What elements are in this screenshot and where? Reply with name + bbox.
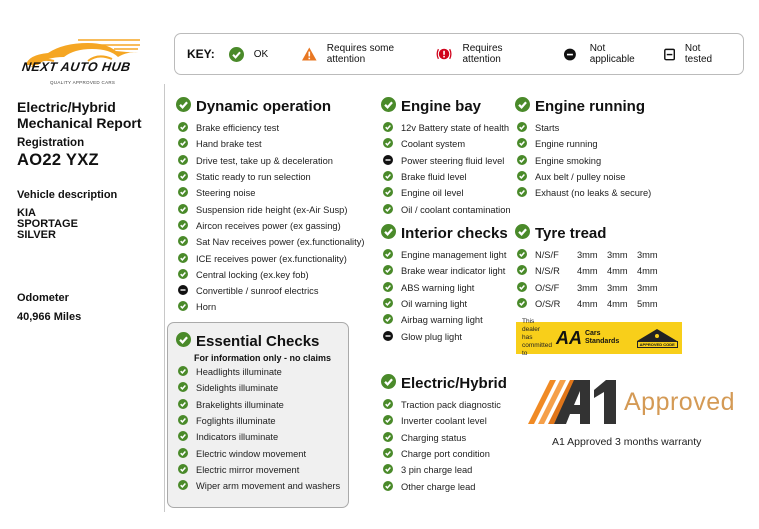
check-item [381, 169, 516, 185]
check-item-label: Traction pack diagnostic [401, 400, 501, 411]
section-title-text: Essential Checks [196, 332, 320, 350]
check-item-label: Brake efficiency test [196, 123, 280, 134]
a1-letter-1 [594, 380, 616, 424]
check-circle-icon [383, 448, 393, 460]
section-title-text: Engine bay [401, 97, 482, 115]
aa-cars-standards-badge [516, 318, 682, 357]
check-item [515, 153, 675, 169]
minus-circle-icon [564, 47, 576, 62]
check-circle-icon [178, 464, 188, 476]
check-circle-icon [178, 269, 188, 281]
check-item [515, 136, 675, 152]
section-interior-checks [381, 223, 516, 345]
report-title-line2: Mechanical Report [17, 115, 142, 131]
check-item-label: Oil warning light [401, 299, 468, 310]
check-item-label: Aircon receives power (ex gassing) [196, 220, 341, 231]
warning-triangle-icon [302, 46, 317, 62]
check-circle-icon [383, 314, 393, 326]
check-item-label: Brakelights illuminate [196, 399, 284, 410]
section-title-text: Interior checks [401, 224, 508, 242]
check-list [381, 247, 516, 345]
check-item-label: Airbag warning light [401, 315, 483, 326]
check-item [381, 247, 516, 263]
key-label-ok: OK [253, 48, 269, 60]
check-item [176, 267, 366, 283]
key-label-not-tested: Not tested [684, 43, 713, 65]
approved-code-text: APPROVED CODE [637, 341, 678, 348]
check-item-label: Electric mirror movement [196, 464, 300, 475]
check-item [381, 328, 516, 344]
registration-label: Registration [17, 137, 85, 149]
check-circle-icon [383, 187, 393, 199]
check-item-label: Foglights illuminate [196, 416, 276, 427]
check-item [176, 169, 366, 185]
tyre-depth: 3mm [607, 250, 628, 261]
check-circle-icon [517, 282, 527, 294]
tyre-row [515, 296, 685, 312]
check-item-label: Static ready to run selection [196, 172, 311, 183]
check-item-label: Electric window movement [196, 448, 307, 459]
check-item-label: Glow plug light [401, 331, 462, 342]
tyre-rows [515, 247, 685, 312]
check-item-label: Brake wear indicator light [401, 266, 506, 277]
check-item [381, 462, 516, 478]
check-circle-icon [229, 47, 244, 62]
vehicle-description [17, 208, 78, 241]
logo-brand: NEXT AUTO HUB [21, 60, 132, 74]
check-circle-icon [517, 122, 527, 134]
check-circle-icon [383, 399, 393, 411]
aa-cars-standards-text [585, 330, 619, 346]
check-circle-icon [178, 366, 188, 378]
check-circle-icon [517, 171, 527, 183]
logo-tagline: QUALITY APPROVED CARS [50, 80, 116, 85]
check-circle-icon [178, 236, 188, 248]
check-circle-icon [517, 138, 527, 150]
check-circle-icon [178, 204, 188, 216]
check-item-label: Sidelights illuminate [196, 383, 279, 394]
check-item [381, 153, 516, 169]
section-tyre-tread [515, 223, 685, 312]
check-item-label: Hand brake test [196, 139, 262, 150]
tyre-depth: 4mm [577, 299, 598, 310]
check-item [381, 413, 516, 429]
tyre-depth: 4mm [637, 266, 658, 277]
a1-warranty-text: A1 Approved 3 months warranty [552, 436, 702, 448]
check-item [381, 201, 516, 217]
check-circle-icon [517, 265, 527, 277]
check-list [176, 120, 366, 316]
check-circle-icon [178, 448, 188, 460]
check-circle-icon [383, 171, 393, 183]
section-title [515, 96, 675, 116]
check-circle-icon [383, 432, 393, 444]
tyre-row [515, 263, 685, 279]
section-dynamic-operation [176, 96, 366, 316]
check-list [381, 120, 516, 218]
check-item [381, 397, 516, 413]
check-item [176, 218, 366, 234]
tyre-position: N/S/R [535, 266, 560, 277]
check-circle-icon [178, 301, 188, 313]
check-item-label: ICE receives power (ex.functionality) [196, 253, 347, 264]
check-circle-icon [517, 155, 527, 167]
check-item-label: Charging status [401, 432, 467, 443]
approved-code-roof-icon [635, 328, 679, 341]
check-circle-icon [178, 431, 188, 443]
check-circle-icon [383, 298, 393, 310]
check-item-label: Headlights illuminate [196, 367, 282, 378]
key-item-not-applicable [564, 43, 640, 65]
check-item [176, 120, 366, 136]
registration-value: AO22 YXZ [17, 151, 99, 169]
check-item-label: 3 pin charge lead [401, 465, 473, 476]
check-item [176, 153, 366, 169]
check-item-label: Coolant system [401, 139, 466, 150]
check-item [381, 280, 516, 296]
section-engine-bay [381, 96, 516, 218]
check-circle-icon [383, 464, 393, 476]
check-circle-icon [383, 415, 393, 427]
check-circle-icon [178, 382, 188, 394]
check-list [176, 364, 348, 494]
check-item-label: Wiper arm movement and washers [196, 481, 341, 492]
check-item-label: Indicators illuminate [196, 432, 279, 443]
section-title [176, 96, 366, 116]
section-title [381, 373, 516, 393]
check-item [381, 120, 516, 136]
check-item [381, 296, 516, 312]
tyre-depth: 3mm [637, 282, 658, 293]
tyre-depth: 5mm [637, 299, 658, 310]
section-title [176, 331, 348, 351]
check-item [176, 250, 366, 266]
aa-standards: Standards [584, 338, 620, 345]
check-item-label: Engine running [535, 139, 598, 150]
check-circle-icon [178, 480, 188, 492]
check-circle-icon [176, 97, 191, 116]
check-item [381, 478, 516, 494]
check-item-label: Suspension ride height (ex-Air Susp) [196, 204, 348, 215]
check-circle-icon [515, 97, 530, 116]
section-engine-running [515, 96, 675, 201]
check-circle-icon [178, 415, 188, 427]
check-circle-icon [517, 298, 527, 310]
key-item-some-attention [302, 43, 414, 65]
check-item [381, 263, 516, 279]
section-title-text: Electric/Hybrid [401, 374, 507, 392]
check-item [176, 380, 348, 396]
check-item-label: Aux belt / pulley noise [535, 172, 626, 183]
check-item [381, 312, 516, 328]
check-item-label: Engine smoking [535, 155, 602, 166]
check-item [515, 169, 675, 185]
vehicle-colour: SILVER [17, 229, 56, 241]
check-item [381, 136, 516, 152]
check-item [176, 234, 366, 250]
tyre-row [515, 247, 685, 263]
check-item [515, 120, 675, 136]
check-circle-icon [383, 122, 393, 134]
tyre-depth: 4mm [607, 299, 628, 310]
check-circle-icon [383, 282, 393, 294]
aa-dealer-text: This dealer has committed to [522, 318, 552, 357]
check-item [176, 364, 348, 380]
check-circle-icon [178, 171, 188, 183]
tyre-depth: 3mm [577, 282, 598, 293]
approved-code-logo [635, 328, 679, 348]
check-item-label: Sat Nav receives power (ex.functionality) [196, 237, 365, 248]
check-item-label: Engine management light [401, 250, 507, 261]
check-item [176, 185, 366, 201]
section-title-text: Engine running [535, 97, 645, 115]
check-circle-icon [517, 187, 527, 199]
check-circle-icon [178, 155, 188, 167]
key-label-not-applicable: Not applicable [589, 43, 635, 65]
odometer-label: Odometer [17, 292, 69, 304]
alert-exclamation-icon [436, 46, 452, 62]
check-item-label: Steering noise [196, 188, 256, 199]
key-item-not-tested [664, 43, 721, 65]
check-circle-icon [383, 249, 393, 261]
check-item-label: Convertible / sunroof electrics [196, 286, 319, 297]
section-subtitle: For information only - no claims [194, 353, 332, 363]
check-circle-icon [178, 253, 188, 265]
aa-logo: AA [555, 327, 582, 348]
check-circle-icon [178, 187, 188, 199]
key-item-attention [436, 43, 527, 65]
check-item [381, 430, 516, 446]
section-essential-checks [176, 331, 348, 494]
tyre-row [515, 280, 685, 296]
check-item-label: Charge port condition [401, 449, 490, 460]
key-label-some-attention: Requires some attention [326, 43, 395, 65]
a1-approved-word: Approved [624, 388, 736, 416]
check-item-label: ABS warning light [401, 282, 475, 293]
check-item-label: Brake fluid level [401, 172, 467, 183]
check-item [176, 462, 348, 478]
check-item-label: Oil / coolant contamination [401, 204, 511, 215]
tyre-depth: 3mm [637, 250, 658, 261]
report-title [17, 99, 141, 131]
check-item [176, 478, 348, 494]
aa-cars: Cars [584, 330, 601, 337]
report-title-line1: Electric/Hybrid [17, 99, 116, 115]
check-item [381, 185, 516, 201]
tyre-position: O/S/R [535, 299, 561, 310]
key-item-ok [229, 47, 268, 62]
check-item-label: Exhaust (no leaks & secure) [535, 188, 652, 199]
check-list [381, 397, 516, 495]
check-item [176, 283, 366, 299]
check-item-label: Central locking (ex.key fob) [196, 269, 309, 280]
check-circle-icon [178, 122, 188, 134]
check-item [176, 413, 348, 429]
check-circle-icon [178, 220, 188, 232]
vehicle-make: KIA [17, 207, 36, 219]
section-title [381, 96, 516, 116]
check-item-label: 12v Battery state of health [401, 123, 510, 134]
check-item-label: Other charge lead [401, 481, 476, 492]
check-item-label: Power steering fluid level [401, 155, 505, 166]
check-item [176, 429, 348, 445]
check-item-label: Starts [535, 123, 560, 134]
tyre-depth: 3mm [577, 250, 598, 261]
check-circle-icon [381, 97, 396, 116]
section-title-text: Dynamic operation [196, 97, 332, 115]
check-circle-icon [178, 138, 188, 150]
vehicle-model: SPORTAGE [17, 218, 78, 230]
check-circle-icon [383, 265, 393, 277]
tyre-depth: 4mm [607, 266, 628, 277]
check-circle-icon [176, 332, 191, 351]
column-divider [164, 84, 165, 512]
minus-circle-icon [383, 155, 393, 167]
minus-circle-icon [383, 331, 393, 343]
check-item [176, 299, 366, 315]
vehicle-description-label: Vehicle description [17, 189, 118, 201]
check-list [515, 120, 675, 201]
odometer-value: 40,966 Miles [17, 311, 82, 323]
check-item-label: Engine oil level [401, 188, 464, 199]
check-item [176, 201, 366, 217]
tyre-position: O/S/F [535, 282, 560, 293]
check-circle-icon [383, 204, 393, 216]
key-label: KEY: [187, 47, 215, 61]
tyre-position: N/S/F [535, 250, 559, 261]
section-essential-checks-box [167, 322, 349, 508]
minus-square-icon [664, 47, 675, 62]
check-item-label: Inverter coolant level [401, 416, 487, 427]
check-item [176, 397, 348, 413]
section-title [381, 223, 516, 243]
check-item [515, 185, 675, 201]
check-item [381, 446, 516, 462]
check-item [176, 445, 348, 461]
check-item-label: Drive test, take up & deceleration [196, 155, 333, 166]
key-label-attention: Requires attention [462, 43, 503, 65]
check-circle-icon [383, 138, 393, 150]
check-circle-icon [383, 481, 393, 493]
check-item [176, 136, 366, 152]
check-circle-icon [515, 224, 530, 243]
check-circle-icon [178, 399, 188, 411]
status-key [174, 33, 744, 75]
check-circle-icon [381, 224, 396, 243]
tyre-tread-title-text: Tyre tread [535, 224, 607, 242]
tyre-tread-title [515, 223, 685, 243]
section-electric-hybrid [381, 373, 516, 495]
check-circle-icon [517, 249, 527, 261]
check-circle-icon [381, 374, 396, 393]
minus-circle-icon [178, 285, 188, 297]
tyre-depth: 3mm [607, 282, 628, 293]
tyre-depth: 4mm [577, 266, 598, 277]
check-item-label: Horn [196, 302, 217, 313]
